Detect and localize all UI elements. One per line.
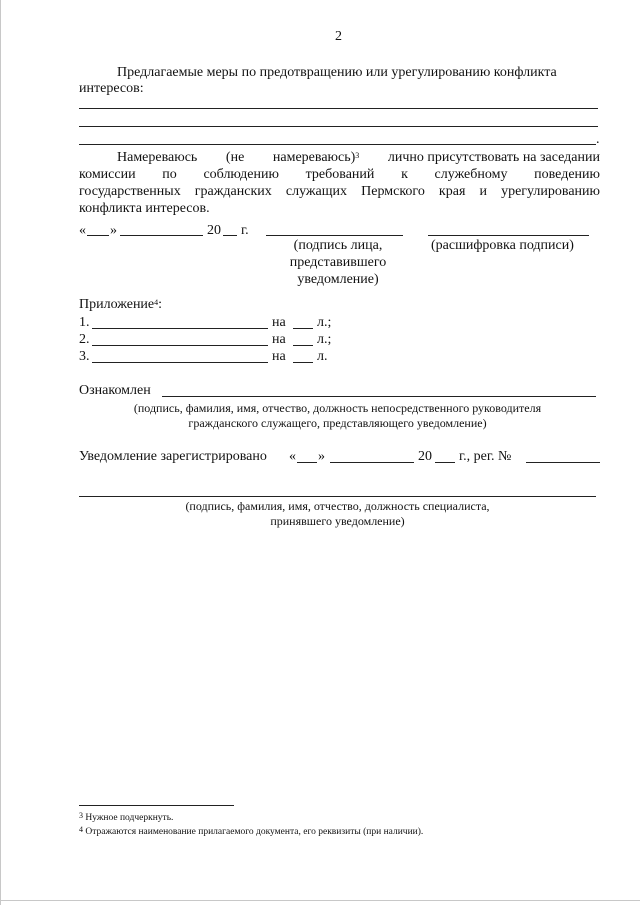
intention-line3: государственных гражданских служащих Пермского края и урегулированию [79, 184, 600, 199]
attachment-1-name-field[interactable] [92, 328, 268, 329]
signature-field[interactable] [266, 235, 403, 236]
scan-left-edge [0, 0, 1, 905]
acquainted-label: Ознакомлен [79, 383, 151, 398]
registration-signature-field[interactable] [79, 496, 596, 497]
intention-word-not: (не [225, 150, 245, 165]
attachment-1-num: 1. [79, 315, 90, 330]
acquainted-field[interactable] [162, 396, 596, 397]
date-year-suffix: г. [241, 223, 249, 238]
measures-label-line2: интересов: [79, 81, 144, 96]
acquainted-caption-line2: гражданского служащего, представляющего уведомление) [188, 416, 487, 430]
measures-line-1[interactable] [79, 108, 598, 109]
attachment-3-name-field[interactable] [92, 362, 268, 363]
date-open-quote: « [79, 223, 86, 238]
attachments-label [79, 296, 162, 313]
registration-number-field[interactable] [526, 462, 600, 463]
date-year-prefix: 20 [207, 223, 221, 238]
date-month-field[interactable] [120, 235, 203, 236]
footnote-4-text: Отражаются наименование прилагаемого документа, его реквизиты (при наличии). [85, 827, 424, 837]
date-day-field[interactable] [87, 235, 109, 236]
registration-close-quote: » [318, 449, 325, 464]
intention-line4: конфликта интересов. [79, 201, 210, 216]
footnote-separator [79, 805, 234, 806]
signature-caption: (подпись лица, представившего уведомление) [289, 238, 387, 287]
footnote-4-mark: 4 [79, 825, 83, 834]
footnote-3-text: Нужное подчеркнуть. [85, 813, 174, 823]
attachment-1-sheets-field[interactable] [293, 328, 313, 329]
intention-line2: комиссии по соблюдению требований к служебному поведению [79, 167, 600, 182]
registration-caption-line1: (подпись, фамилия, имя, отчество, должность специалиста, [185, 499, 490, 513]
intention-word-not-intend [273, 149, 359, 166]
registration-year-suffix: г., рег. № [459, 449, 512, 464]
attachments-label-text: Приложение [79, 297, 155, 312]
attachment-2-sheets: л.; [317, 332, 332, 347]
acquainted-caption-line1: (подпись, фамилия, имя, отчество, должность непосредственного руководителя [133, 401, 542, 415]
measures-end-mark: . [596, 132, 600, 147]
intention-line1 [117, 149, 600, 166]
attachment-3-sheets: л. [317, 349, 328, 364]
attachment-3-sheets-field[interactable] [293, 362, 313, 363]
attachment-1-sheets: л.; [317, 315, 332, 330]
date-year-field[interactable] [223, 235, 237, 236]
measures-line-2[interactable] [79, 126, 598, 127]
page-number: 2 [335, 29, 342, 44]
attachment-1-na: на [272, 315, 286, 330]
attachment-2-num: 2. [79, 332, 90, 347]
registration-label: Уведомление зарегистрировано [79, 449, 267, 464]
attachment-2-sheets-field[interactable] [293, 345, 313, 346]
attachment-3-num: 3. [79, 349, 90, 364]
footnote-3-mark: 3 [79, 811, 83, 820]
attachment-2-name-field[interactable] [92, 345, 268, 346]
footnote-4 [79, 826, 423, 838]
intention-line1-rest: лично присутствовать на заседании [387, 150, 600, 165]
measures-line-3[interactable] [79, 144, 596, 145]
decoding-caption: (расшифровка подписи) [431, 238, 574, 253]
date-close-quote: » [110, 223, 117, 238]
measures-label-line1: Предлагаемые меры по предотвращению или урегулированию конфликта [117, 65, 557, 80]
footnote-3 [79, 812, 173, 824]
intention-word-intend: Намереваюсь [117, 150, 198, 165]
registration-day-field[interactable] [297, 462, 317, 463]
registration-year-prefix: 20 [418, 449, 432, 464]
registration-year-field[interactable] [435, 462, 455, 463]
footnote-ref-3: 3 [355, 151, 360, 160]
attachments-label-colon: : [158, 297, 163, 312]
attachment-2-na: на [272, 332, 286, 347]
intention-word-not-intend-text: намереваюсь) [272, 150, 356, 165]
signature-decoding-field[interactable] [428, 235, 589, 236]
attachment-3-na: на [272, 349, 286, 364]
registration-month-field[interactable] [330, 462, 414, 463]
footnote-ref-4: 4 [154, 298, 159, 307]
scan-bottom-edge [0, 900, 640, 901]
registration-open-quote: « [289, 449, 296, 464]
registration-caption-line2: принявшего уведомление) [270, 514, 405, 528]
